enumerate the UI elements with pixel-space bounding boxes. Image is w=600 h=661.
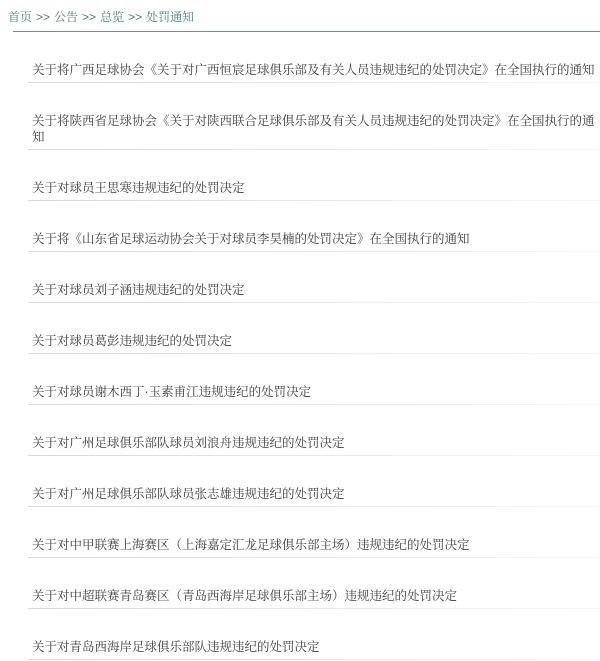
- notice-link[interactable]: 关于对球员葛彭违规违纪的处罚决定: [32, 334, 233, 348]
- list-item[interactable]: [32, 558, 600, 609]
- breadcrumb-link-overview[interactable]: 总览: [100, 10, 125, 24]
- notice-link[interactable]: 关于对青岛西海岸足球俱乐部队违规违纪的处罚决定: [32, 640, 320, 654]
- list-item[interactable]: [32, 354, 600, 405]
- list-item[interactable]: [32, 609, 600, 660]
- notice-link[interactable]: 关于对球员谢木西丁·玉素甫江违规违纪的处罚决定: [32, 385, 312, 399]
- notice-link[interactable]: 关于对球员刘子涵违规违纪的处罚决定: [32, 283, 245, 297]
- list-item[interactable]: [32, 456, 600, 507]
- breadcrumb: [0, 0, 600, 24]
- list-item[interactable]: [32, 405, 600, 456]
- list-item[interactable]: [32, 507, 600, 558]
- notice-link[interactable]: 关于对球员王思寒违规违纪的处罚决定: [32, 181, 245, 195]
- notice-link[interactable]: 关于对中超联赛青岛赛区（青岛西海岸足球俱乐部主场）违规违纪的处罚决定: [32, 589, 458, 603]
- notice-link[interactable]: 关于将陕西省足球协会《关于对陕西联合足球俱乐部及有关人员违规违纪的处罚决定》在全国执行的通知: [32, 114, 595, 144]
- breadcrumb-link-home[interactable]: 首页: [8, 10, 33, 24]
- list-item[interactable]: [32, 150, 600, 201]
- breadcrumb-separator: >>: [36, 10, 51, 24]
- breadcrumb-separator: >>: [82, 10, 97, 24]
- list-item[interactable]: [32, 83, 600, 150]
- notice-link[interactable]: 关于将《山东省足球运动协会关于对球员李昊楠的处罚决定》在全国执行的通知: [32, 232, 470, 246]
- list-item[interactable]: [32, 32, 600, 83]
- notice-link[interactable]: 关于对广州足球俱乐部队球员刘浪舟违规违纪的处罚决定: [32, 436, 345, 450]
- notice-list: [0, 32, 600, 660]
- list-item[interactable]: [32, 201, 600, 252]
- breadcrumb-link-penalty-notices[interactable]: 处罚通知: [146, 10, 195, 24]
- notice-link[interactable]: 关于对广州足球俱乐部队球员张志雄违规违纪的处罚决定: [32, 487, 345, 501]
- breadcrumb-separator: >>: [128, 10, 143, 24]
- list-item[interactable]: [32, 252, 600, 303]
- list-item[interactable]: [32, 303, 600, 354]
- notice-link[interactable]: 关于将广西足球协会《关于对广西恒宸足球俱乐部及有关人员违规违纪的处罚决定》在全国执行的通知: [32, 63, 595, 77]
- notice-link[interactable]: 关于对中甲联赛上海赛区（上海嘉定汇龙足球俱乐部主场）违规违纪的处罚决定: [32, 538, 470, 552]
- breadcrumb-link-announcements[interactable]: 公告: [54, 10, 79, 24]
